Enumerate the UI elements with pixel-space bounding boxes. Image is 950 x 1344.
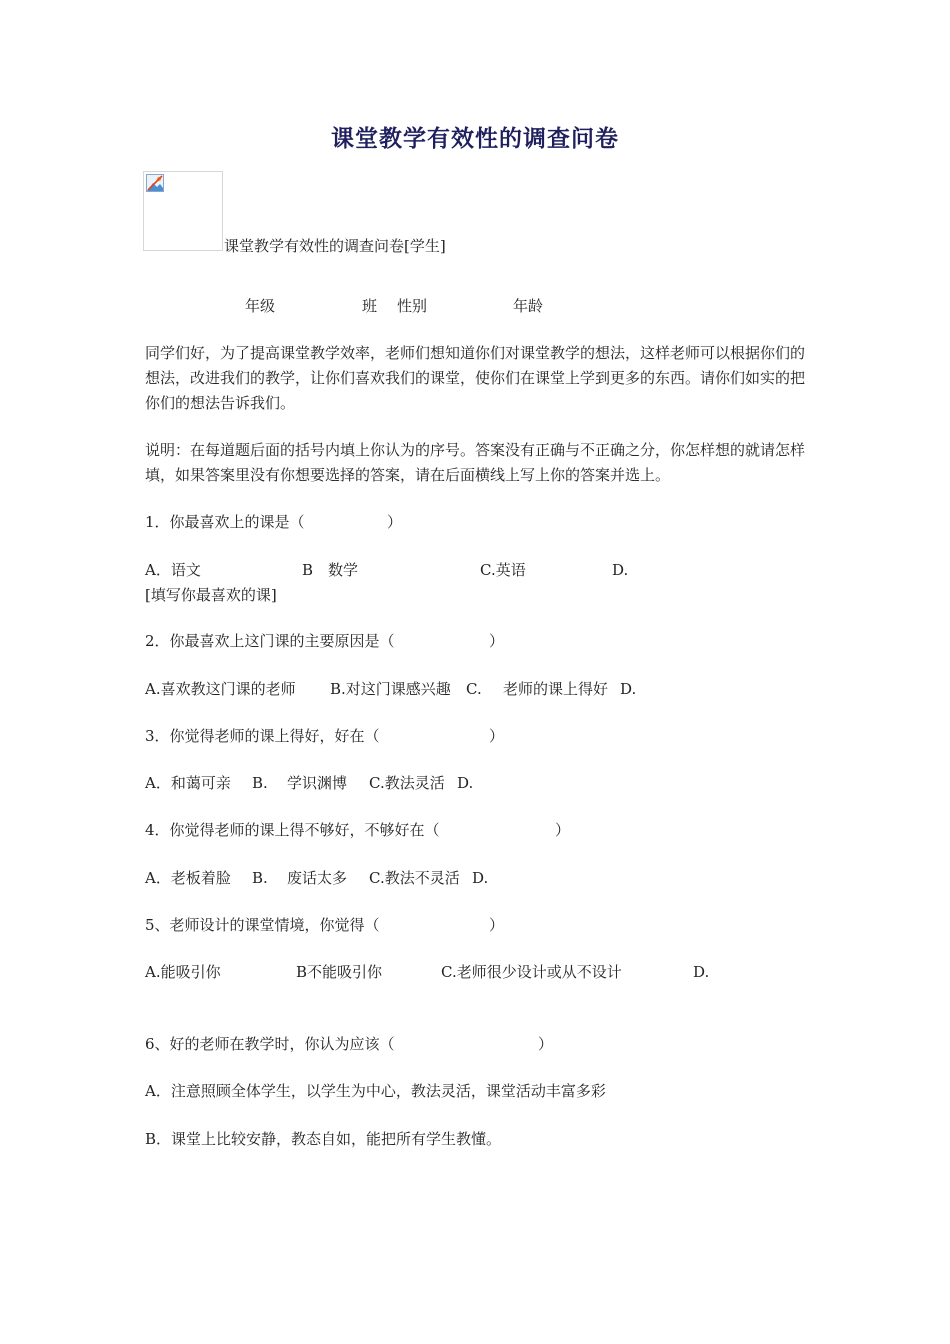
q5-option-d: D. xyxy=(693,963,710,981)
q3-option-a: A．和蔼可亲 xyxy=(145,774,231,792)
q1-option-d: D. xyxy=(612,561,629,579)
question-2-close-paren: ） xyxy=(489,632,505,650)
q3-option-c: C.教法灵活 xyxy=(369,774,445,792)
field-class-label: 班 xyxy=(362,297,378,315)
q1-option-a: A．语文 xyxy=(145,561,201,579)
question-6: 6、好的老师在教学时，你认为应该（ xyxy=(145,1035,395,1053)
q2-option-c-text: 老师的课上得好 xyxy=(503,680,609,698)
question-5-close-paren: ） xyxy=(489,916,505,934)
document-subtitle: 课堂教学有效性的调查问卷[学生] xyxy=(224,237,446,255)
question-4: 4．你觉得老师的课上得不够好，不够好在（ xyxy=(145,821,440,839)
question-2: 2．你最喜欢上这门课的主要原因是（ xyxy=(145,632,395,650)
question-1-close-paren: ） xyxy=(387,513,403,531)
field-age-label: 年龄 xyxy=(513,297,544,315)
instructions-paragraph: 说明：在每道题后面的括号内填上你认为的序号。答案没有正确与不正确之分，你怎样想的就请怎样填，如果答案里没有你想要选择的答案，请在后面横线上写上你的答案并选上。 xyxy=(145,441,806,484)
question-4-close-paren: ） xyxy=(555,821,571,839)
image-placeholder xyxy=(143,171,223,251)
q4-option-c: C.教法不灵活 xyxy=(369,869,460,887)
q3-option-b: B. xyxy=(252,774,268,792)
q2-option-d: D. xyxy=(620,680,637,698)
field-gender-label: 性别 xyxy=(397,297,428,315)
q4-option-b-text: 废话太多 xyxy=(287,869,348,887)
q6-option-a: A．注意照顾全体学生，以学生为中心，教法灵活，课堂活动丰富多彩 xyxy=(145,1082,606,1100)
q6-option-b: B．课堂上比较安静，教态自如，能把所有学生教懂。 xyxy=(145,1130,502,1148)
question-6-close-paren: ） xyxy=(538,1035,554,1053)
q2-option-c: C. xyxy=(466,680,482,698)
q3-option-d: D. xyxy=(457,774,474,792)
field-grade-label: 年级 xyxy=(245,297,276,315)
q2-option-a: A.喜欢教这门课的老师 xyxy=(145,680,296,698)
q5-option-b: B不能吸引你 xyxy=(296,963,383,981)
document-title: 课堂教学有效性的调查问卷 xyxy=(331,126,619,152)
q4-option-a: A．老板着脸 xyxy=(145,869,231,887)
q1-fill-hint: [填写你最喜欢的课] xyxy=(145,586,277,604)
q4-option-d: D. xyxy=(472,869,489,887)
broken-image-icon xyxy=(146,174,164,192)
question-1: 1．你最喜欢上的课是（ xyxy=(145,513,305,531)
question-3: 3．你觉得老师的课上得好，好在（ xyxy=(145,727,380,745)
q3-option-b-text: 学识渊博 xyxy=(287,774,348,792)
q5-option-a: A.能吸引你 xyxy=(145,963,221,981)
question-5: 5、老师设计的课堂情境，你觉得（ xyxy=(145,916,380,934)
q2-option-b: B.对这门课感兴趣 xyxy=(330,680,451,698)
q1-option-c: C.英语 xyxy=(480,561,526,579)
q1-option-b: B 数学 xyxy=(302,561,359,579)
intro-paragraph: 同学们好，为了提高课堂教学效率，老师们想知道你们对课堂教学的想法，这样老师可以根据你们的想法，改进我们的教学，让你们喜欢我们的课堂，使你们在课堂上学到更多的东西。请你们如实的把你们的想法告诉我们。 xyxy=(145,344,806,412)
q4-option-b: B. xyxy=(252,869,268,887)
question-3-close-paren: ） xyxy=(489,727,505,745)
q5-option-c: C.老师很少设计或从不设计 xyxy=(441,963,622,981)
